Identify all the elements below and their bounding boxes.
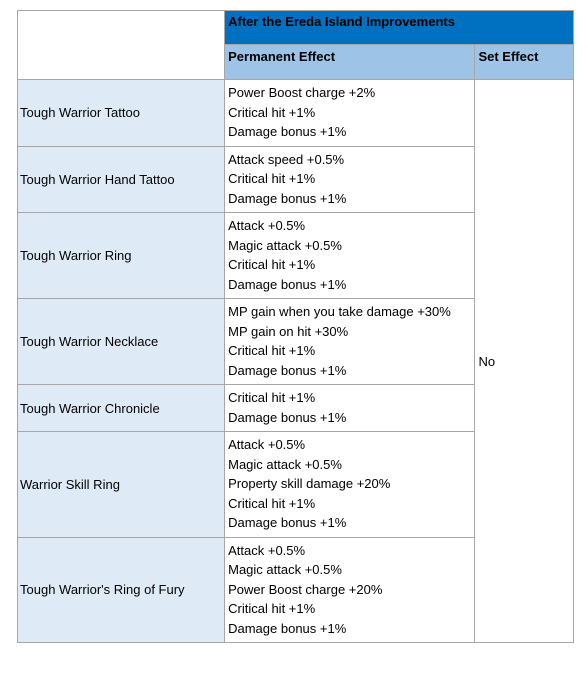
effect-line: MP gain when you take damage +30% bbox=[228, 304, 451, 319]
item-name: Tough Warrior Necklace bbox=[18, 299, 225, 385]
effect-line: Critical hit +1% bbox=[228, 495, 316, 511]
permanent-effect-cell bbox=[225, 146, 475, 213]
permanent-effect-cell bbox=[225, 537, 475, 643]
effect-line: Critical hit +1% bbox=[228, 343, 316, 358]
permanent-effect-cell bbox=[225, 432, 475, 538]
effect-line: Damage bonus +1% bbox=[228, 409, 347, 425]
effect-line: Magic attack +0.5% bbox=[228, 237, 342, 253]
header-title: After the Ereda Island Improvements bbox=[225, 11, 574, 45]
set-effect-value: No bbox=[475, 80, 574, 643]
effect-line: Critical hit +1% bbox=[228, 257, 316, 272]
effect-line: Attack +0.5% bbox=[228, 542, 306, 558]
effect-line: Damage bonus +1% bbox=[228, 620, 347, 636]
effect-line: Property skill damage +20% bbox=[228, 476, 391, 491]
header-row-title bbox=[18, 11, 574, 45]
permanent-effect-cell bbox=[225, 80, 475, 147]
header-blank-cell bbox=[18, 11, 225, 80]
effect-line: Critical hit +1% bbox=[228, 390, 316, 405]
item-name: Tough Warrior Tattoo bbox=[18, 80, 225, 147]
effect-line: Attack speed +0.5% bbox=[228, 151, 345, 167]
effect-line: Critical hit +1% bbox=[228, 601, 316, 616]
effect-line: Critical hit +1% bbox=[228, 104, 316, 120]
permanent-effect-cell bbox=[225, 299, 475, 385]
effect-line: Critical hit +1% bbox=[228, 171, 316, 186]
item-name: Tough Warrior Chronicle bbox=[18, 385, 225, 432]
permanent-effect-cell bbox=[225, 385, 475, 432]
effect-line: Attack +0.5% bbox=[228, 218, 306, 233]
effect-line: Power Boost charge +20% bbox=[228, 581, 383, 597]
table-row bbox=[18, 80, 574, 147]
effect-line: Magic attack +0.5% bbox=[228, 456, 342, 472]
effect-line: Power Boost charge +2% bbox=[228, 85, 376, 100]
item-name: Tough Warrior Hand Tattoo bbox=[18, 146, 225, 213]
effect-line: Damage bonus +1% bbox=[228, 362, 347, 378]
effect-line: Damage bonus +1% bbox=[228, 515, 347, 530]
item-name: Tough Warrior's Ring of Fury bbox=[18, 537, 225, 643]
equipment-effects-table bbox=[17, 10, 574, 643]
effect-line: Damage bonus +1% bbox=[228, 190, 347, 206]
header-permanent-effect: Permanent Effect bbox=[225, 45, 475, 80]
effect-line: MP gain on hit +30% bbox=[228, 323, 349, 339]
effect-line: Magic attack +0.5% bbox=[228, 562, 342, 577]
item-name: Tough Warrior Ring bbox=[18, 213, 225, 299]
header-set-effect: Set Effect bbox=[475, 45, 574, 80]
item-name: Warrior Skill Ring bbox=[18, 432, 225, 538]
effect-line: Damage bonus +1% bbox=[228, 276, 347, 292]
permanent-effect-cell bbox=[225, 213, 475, 299]
effect-line: Attack +0.5% bbox=[228, 437, 306, 452]
effect-line: Damage bonus +1% bbox=[228, 124, 347, 139]
